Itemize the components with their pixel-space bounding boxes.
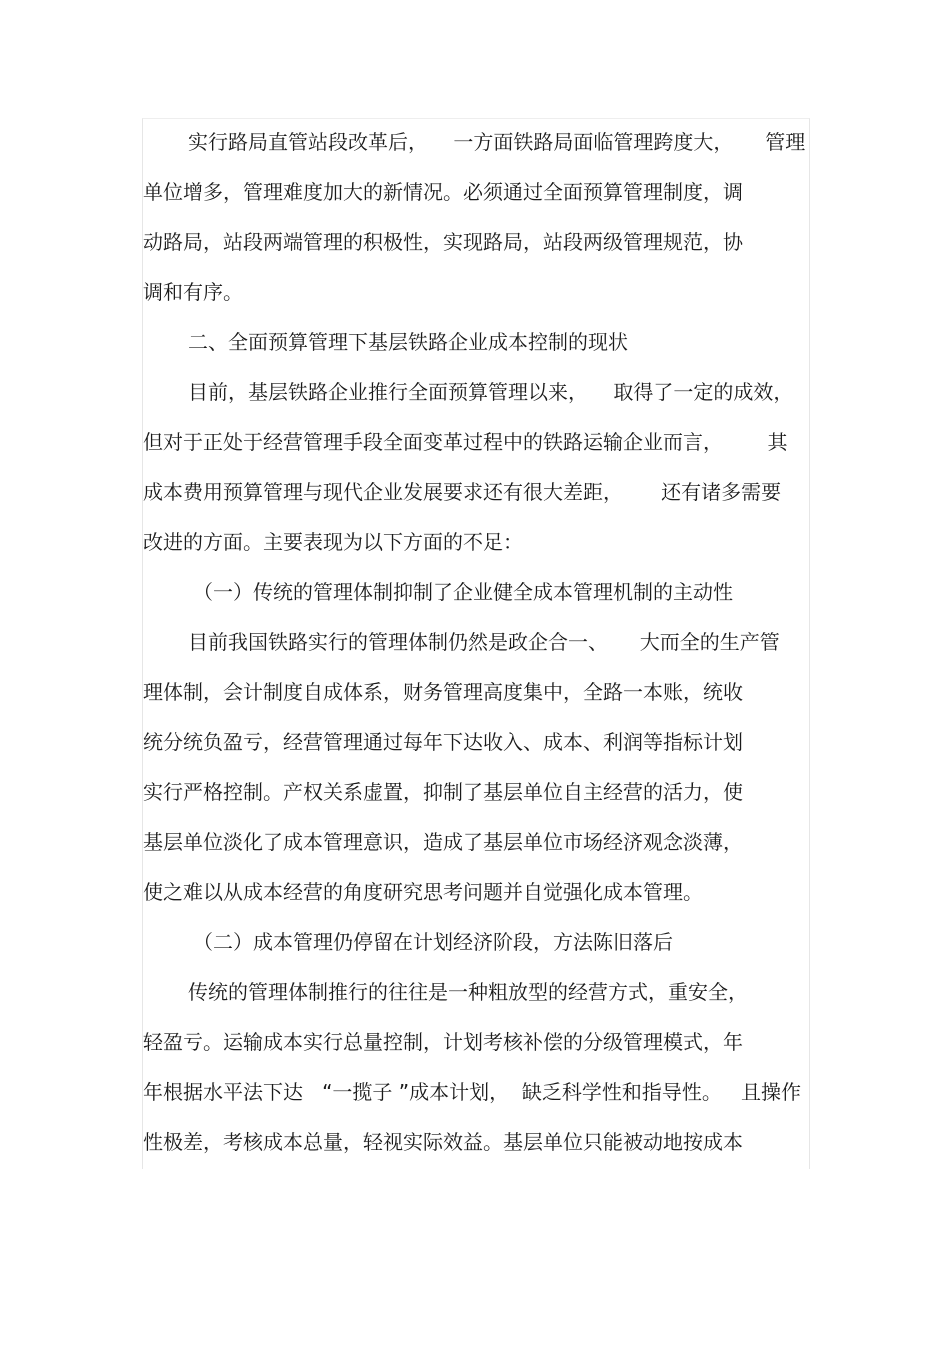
paragraph-line: 理体制，会计制度自成体系，财务管理高度集中，全路一本账，统收 bbox=[143, 680, 743, 704]
paragraph-line: 动路局，站段两端管理的积极性，实现路局，站段两级管理规范，协 bbox=[143, 230, 743, 254]
paragraph-line: 传统的管理体制推行的往往是一种粗放型的经营方式，重安全， bbox=[188, 980, 748, 1004]
subsection-heading: （二）成本管理仍停留在计划经济阶段，方法陈旧落后 bbox=[193, 930, 673, 954]
paragraph-line: 改进的方面。主要表现为以下方面的不足： bbox=[143, 530, 523, 554]
paragraph-line: 单位增多，管理难度加大的新情况。必须通过全面预算管理制度，调 bbox=[143, 180, 743, 204]
paragraph-line: 实行严格控制。产权关系虚置，抑制了基层单位自主经营的活力，使 bbox=[143, 780, 743, 804]
paragraph-line: 调和有序。 bbox=[143, 280, 243, 304]
paragraph-line: 统分统负盈亏，经营管理通过每年下达收入、成本、利润等指标计划 bbox=[143, 730, 743, 754]
paragraph-line: 使之难以从成本经营的角度研究思考问题并自觉强化成本管理。 bbox=[143, 880, 703, 904]
paragraph-line: 目前，基层铁路企业推行全面预算管理以来， 取得了一定的成效， bbox=[188, 380, 794, 404]
paragraph-line: 但对于正处于经营管理手段全面变革过程中的铁路运输企业而言， 其 bbox=[143, 430, 788, 454]
paragraph-line: 基层单位淡化了成本管理意识，造成了基层单位市场经济观念淡薄， bbox=[143, 830, 743, 854]
paragraph-line: 成本费用预算管理与现代企业发展要求还有很大差距， 还有诸多需要 bbox=[143, 480, 782, 504]
paragraph-line: 轻盈亏。运输成本实行总量控制，计划考核补偿的分级管理模式，年 bbox=[143, 1030, 743, 1054]
paragraph-line: 目前我国铁路实行的管理体制仍然是政企合一、 大而全的生产管 bbox=[188, 630, 780, 654]
subsection-heading: （一）传统的管理体制抑制了企业健全成本管理机制的主动性 bbox=[193, 580, 733, 604]
paragraph-line: 年根据水平法下达 “一揽子 ”成本计划， 缺乏科学性和指导性。 且操作 bbox=[143, 1080, 801, 1104]
section-heading: 二、全面预算管理下基层铁路企业成本控制的现状 bbox=[188, 330, 628, 354]
paragraph-line: 性极差，考核成本总量，轻视实际效益。基层单位只能被动地按成本 bbox=[143, 1130, 743, 1154]
paragraph-line: 实行路局直管站段改革后， 一方面铁路局面临管理跨度大， 管理 bbox=[188, 130, 806, 154]
